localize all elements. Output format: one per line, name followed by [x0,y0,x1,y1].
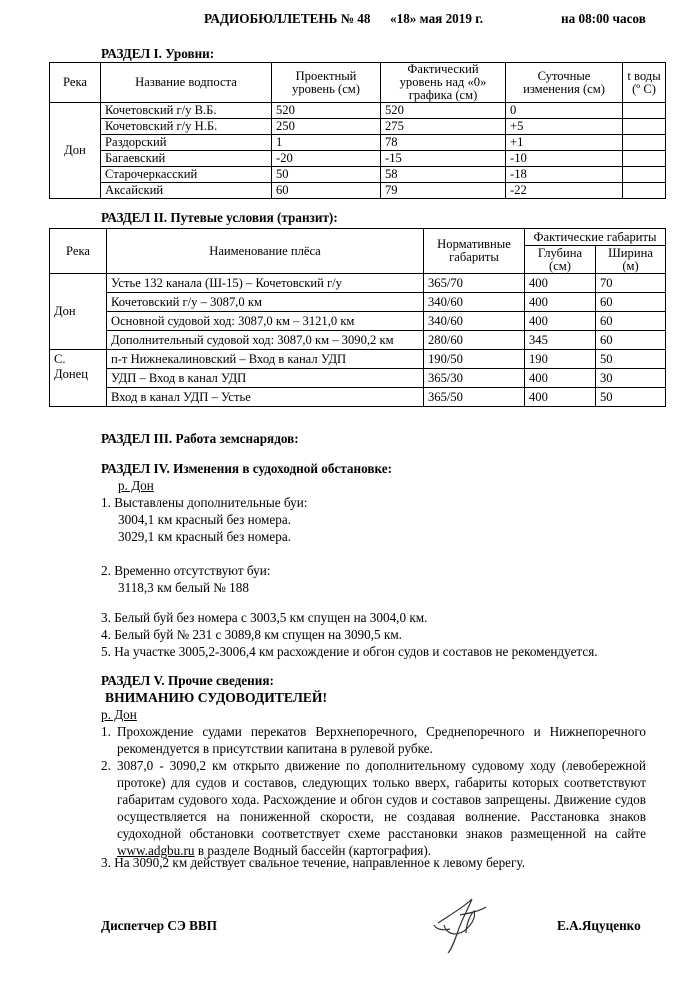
section-4-item-4: 4. Белый буй № 231 с 3089,8 км спущен на 3090,5 км. [101,627,402,642]
normative-dims: 190/50 [424,350,525,369]
table-row [50,331,666,350]
table-row [50,312,666,331]
col-water-temp: t воды (º С) [623,63,666,103]
river-cell: Дон [50,103,101,199]
daily-change: +1 [506,135,623,151]
post-name: Кочетовский г/у В.Б. [101,103,272,119]
actual-width: 30 [596,369,666,388]
daily-change: -10 [506,151,623,167]
actual-depth: 400 [525,312,596,331]
normative-dims: 340/60 [424,293,525,312]
daily-change: +5 [506,119,623,135]
water-temp [623,103,666,119]
col-design-level: Проектный уровень (см) [272,63,381,103]
col-daily-change: Суточные изменения (см) [506,63,623,103]
table-row [50,151,666,167]
water-temp [623,119,666,135]
table-row [50,293,666,312]
table-row [50,369,666,388]
stretch-name: Дополнительный судовой ход: 3087,0 км – 3090,2 км [107,331,424,350]
section-2-heading: РАЗДЕЛ II. Путевые условия (транзит): [101,210,338,225]
design-level: 520 [272,103,381,119]
col-river: Река [50,63,101,103]
section-5-item-3: 3. На 3090,2 км действует свальное течение, направленное к левому берегу. [101,855,525,870]
section-4-item-1: 1. Выставлены дополнительные буи: [101,495,308,510]
section-4-item-2: 2. Временно отсутствуют буи: [101,563,271,578]
section-4-heading: РАЗДЕЛ IV. Изменения в судоходной обстановке: [101,461,392,476]
daily-change: -22 [506,183,623,199]
actual-depth: 400 [525,274,596,293]
table-row [50,167,666,183]
section-3-heading: РАЗДЕЛ III. Работа земснарядов: [101,431,299,446]
daily-change: -18 [506,167,623,183]
actual-width: 60 [596,293,666,312]
website-link[interactable]: www.adgbu.ru [117,843,195,858]
table-row [50,103,666,119]
section-4-item-1-line: 3004,1 км красный без номера. [118,512,291,527]
section-5-river: р. Дон [101,707,137,722]
actual-width: 60 [596,312,666,331]
actual-width: 60 [596,331,666,350]
section-5-item-1 [101,723,646,757]
actual-width: 50 [596,388,666,407]
water-temp [623,135,666,151]
actual-depth: 400 [525,388,596,407]
transit-table [49,228,666,407]
stretch-name: Устье 132 канала (Ш-15) – Кочетовский г/у [107,274,424,293]
transit-header-row [50,229,666,246]
section-5-item-2 [101,757,646,859]
stretch-name: Кочетовский г/у – 3087,0 км [107,293,424,312]
section-1-heading: РАЗДЕЛ I. Уровни: [101,46,215,61]
river-cell: Дон [50,274,107,350]
table-row [50,274,666,293]
river-cell: С. Донец [50,350,107,407]
normative-dims: 365/70 [424,274,525,293]
actual-depth: 190 [525,350,596,369]
daily-change: 0 [506,103,623,119]
actual-level: 58 [381,167,506,183]
item-text: Прохождение судами перекатов Верхнепоречного, Среднепоречного и Нижнепоречного рекомендуется в присутствии капитана в рулевой рубке. [117,724,646,756]
design-level: -20 [272,151,381,167]
normative-dims: 365/30 [424,369,525,388]
stretch-name: УДП – Вход в канал УДП [107,369,424,388]
post-name: Кочетовский г/у Н.Б. [101,119,272,135]
bulletin-title: РАДИОБЮЛЛЕТЕНЬ № 48 [204,11,371,26]
section-4-item-1-line: 3029,1 км красный без номера. [118,529,291,544]
stretch-name: п-т Нижнекалиновский – Вход в канал УДП [107,350,424,369]
post-name: Старочеркасский [101,167,272,183]
normative-dims: 340/60 [424,312,525,331]
actual-level: 79 [381,183,506,199]
design-level: 50 [272,167,381,183]
col-river: Река [50,229,107,274]
levels-header-row [50,63,666,103]
section-4-item-2-line: 3118,3 км белый № 188 [118,580,249,595]
attention-heading: ВНИМАНИЮ СУДОВОДИТЕЛЕЙ! [105,690,328,705]
col-normative: Нормативные габариты [424,229,525,274]
stretch-name: Основной судовой ход: 3087,0 км – 3121,0 км [107,312,424,331]
actual-depth: 400 [525,369,596,388]
design-level: 60 [272,183,381,199]
levels-table [49,62,666,199]
table-row [50,135,666,151]
water-temp [623,167,666,183]
bulletin-time: на 08:00 часов [561,11,646,26]
post-name: Багаевский [101,151,272,167]
item-number: 2. [101,758,111,773]
post-name: Аксайский [101,183,272,199]
col-post: Название водпоста [101,63,272,103]
table-row [50,350,666,369]
col-stretch: Наименование плёса [107,229,424,274]
actual-level: 520 [381,103,506,119]
table-row [50,119,666,135]
design-level: 250 [272,119,381,135]
actual-level: 78 [381,135,506,151]
col-actual: Фактические габариты [525,229,666,246]
col-actual-level: Фактический уровень над «0» графика (см) [381,63,506,103]
col-depth: Глубина (см) [525,246,596,274]
normative-dims: 280/60 [424,331,525,350]
actual-depth: 400 [525,293,596,312]
water-temp [623,151,666,167]
actual-level: -15 [381,151,506,167]
stretch-name: Вход в канал УДП – Устье [107,388,424,407]
section-4-item-3: 3. Белый буй без номера с 3003,5 км спущен на 3004,0 км. [101,610,428,625]
normative-dims: 365/50 [424,388,525,407]
signature-image [420,885,500,957]
section-5-heading: РАЗДЕЛ V. Прочие сведения: [101,673,274,688]
actual-width: 50 [596,350,666,369]
section-4-river: р. Дон [118,478,154,493]
col-width: Ширина (м) [596,246,666,274]
table-row [50,183,666,199]
post-name: Раздорский [101,135,272,151]
table-row [50,388,666,407]
bulletin-date: «18» мая 2019 г. [390,11,484,26]
item-text: в разделе Водный бассейн (картография). [194,843,432,858]
actual-level: 275 [381,119,506,135]
signer-name: Е.А.Яцуценко [557,918,641,933]
design-level: 1 [272,135,381,151]
water-temp [623,183,666,199]
item-text: 3087,0 - 3090,2 км открыто движение по дополнительному судовому ходу (левобережной протоке) для судов и составов, следующих только вверх, габариты которых соответствуют габаритам судового хода. Расхождение и обгон судов и составов запрещены. Движение судов осуществляется на пониженной скорости, не создавая волнение. Расстановка знаков судоходной обстановки соответствует схеме расстановки знаков размещенной на сайте [117,758,646,841]
actual-width: 70 [596,274,666,293]
dispatcher-label: Диспетчер СЭ ВВП [101,918,217,933]
section-4-item-5: 5. На участке 3005,2-3006,4 км расхождение и обгон судов и составов не рекомендуется. [101,644,598,659]
item-number: 1. [101,724,111,739]
actual-depth: 345 [525,331,596,350]
